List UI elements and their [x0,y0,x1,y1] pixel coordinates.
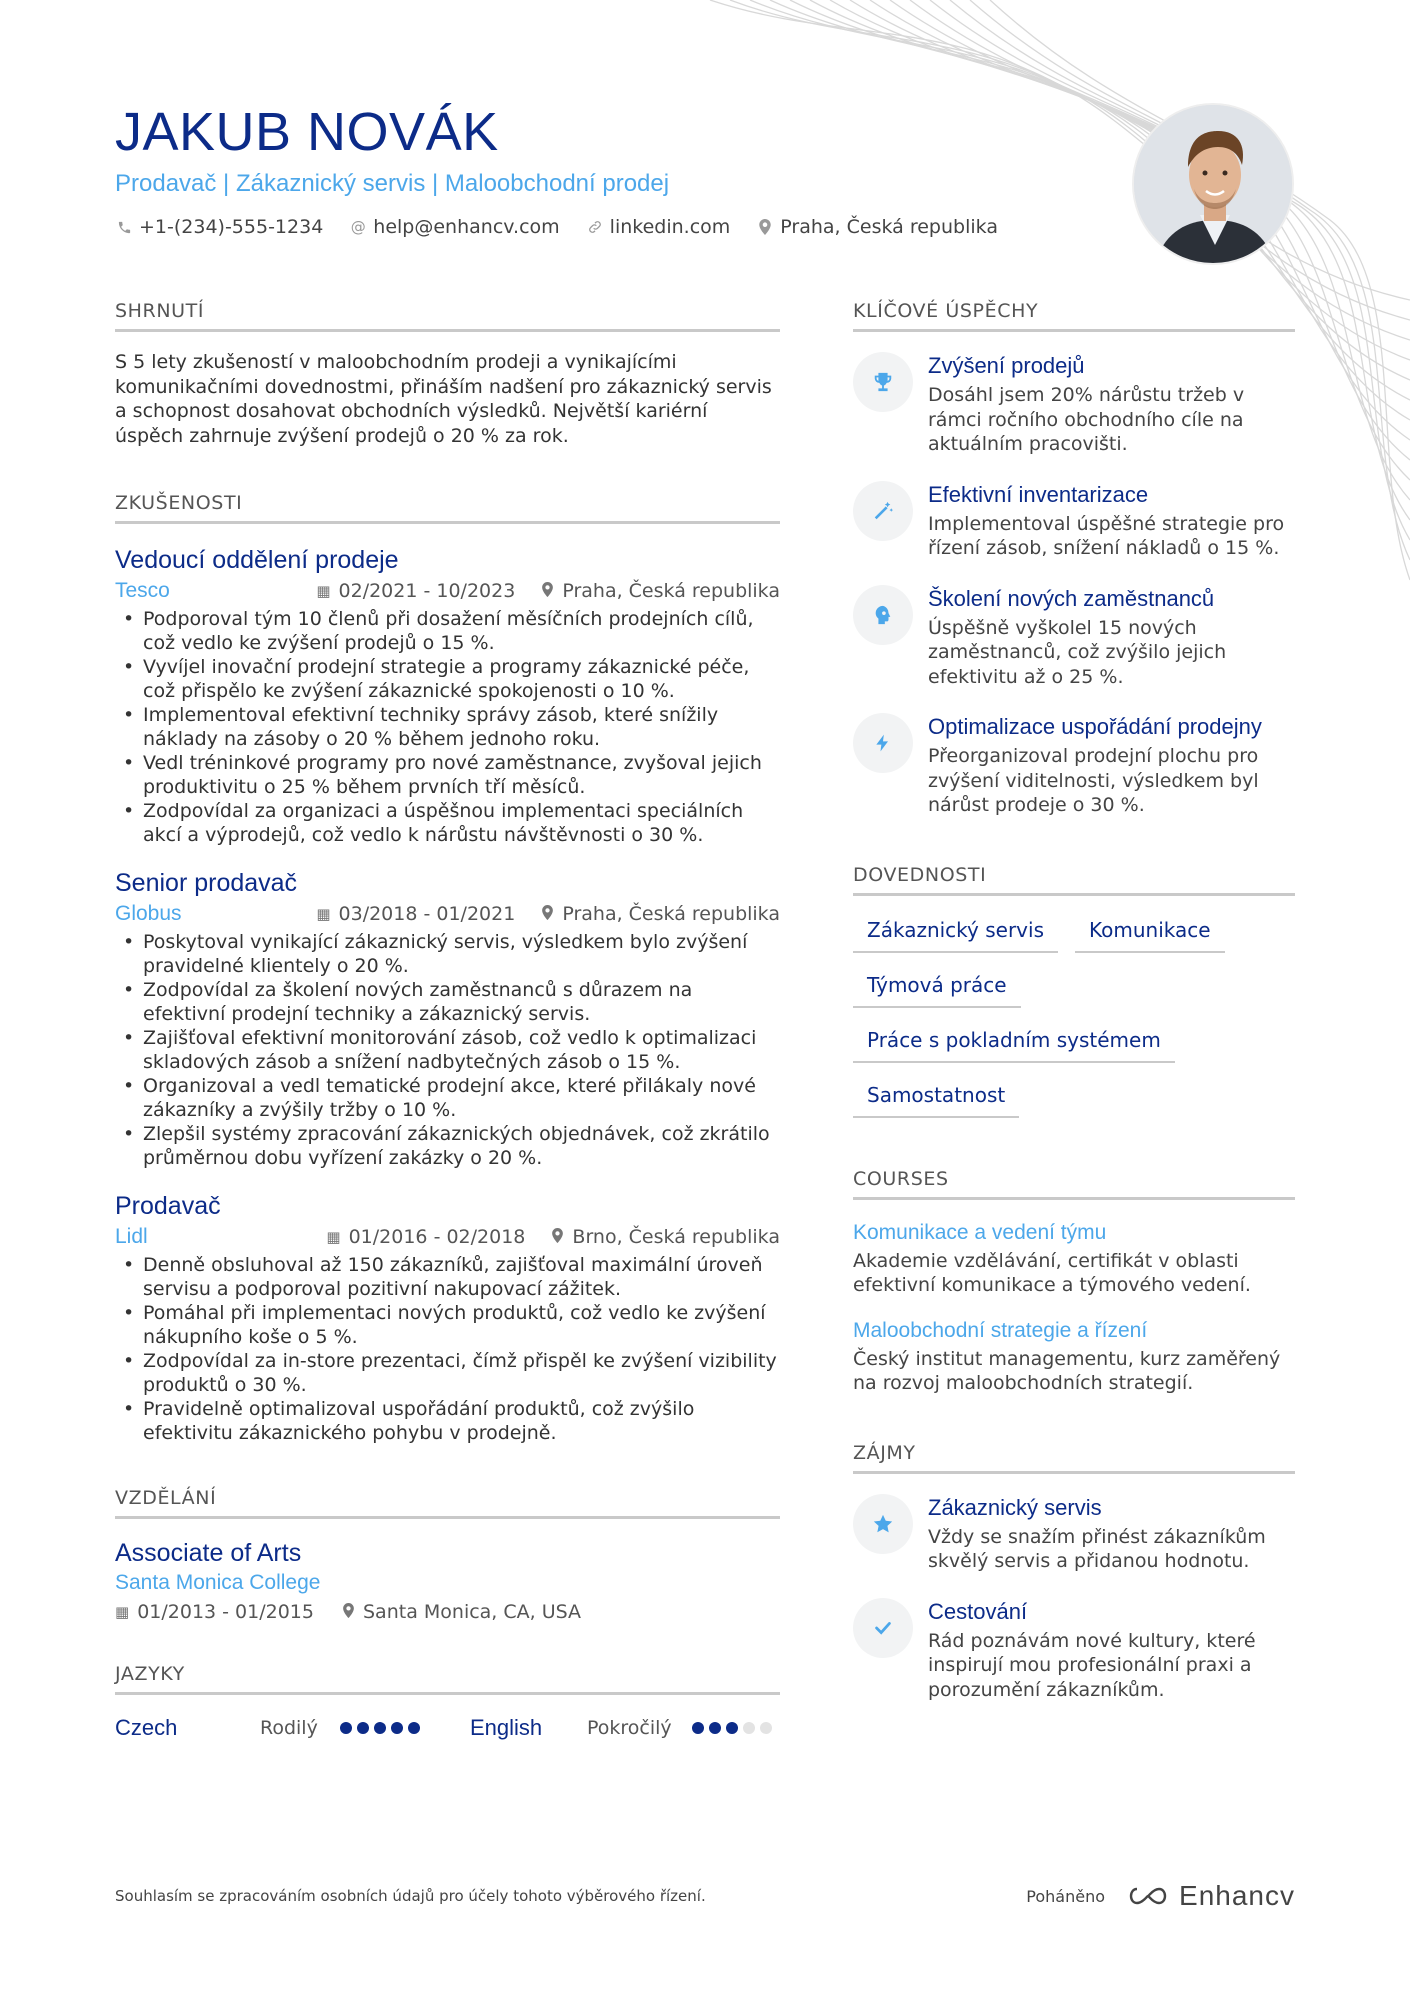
interest-title: Zákaznický servis [928,1494,1102,1520]
experience-item [115,867,780,1170]
languages-heading: JAZYKY [115,1663,780,1695]
job-location: Praha, Česká republika [562,580,780,602]
profile-photo [1132,103,1294,265]
job-location: Brno, Česká republika [572,1226,780,1248]
rating-dot [374,1722,386,1734]
calendar-icon: ▦ [115,1603,130,1621]
language-name: English [470,1715,543,1740]
location-pin-icon [756,219,774,235]
phone-text: +1-(234)-555-1234 [139,216,324,238]
skill-tag: Samostatnost [853,1077,1019,1118]
interests-heading: ZÁJMY [853,1442,1295,1474]
skill-tag: Komunikace [1075,912,1225,953]
at-icon: @ [350,218,366,236]
job-bullets [115,1253,780,1445]
powered-label: Poháněno [1026,1886,1106,1906]
interest-item [853,1494,1295,1574]
enhancv-logo[interactable] [1125,1880,1295,1912]
footer [115,1880,1295,1912]
email-text: help@enhancv.com [373,216,560,238]
rating-dot [408,1722,420,1734]
calendar-icon: ▦ [326,1228,341,1246]
degree-title: Associate of Arts [115,1539,302,1567]
achievement-text: Úspěšně vyškolel 15 nových zaměstnanců, což zvýšilo jejich efektivitu až o 25 %. [928,616,1227,688]
trophy-icon [853,352,913,412]
rating-dot [692,1722,704,1734]
location-text: Praha, Česká republika [780,216,998,238]
language-item [470,1715,780,1741]
interest-text: Rád poznávám nové kultury, které inspirují mou profesionální praxi a porozumění zákazníkům. [928,1629,1256,1701]
calendar-icon: ▦ [316,582,331,600]
experience-section [115,492,780,1445]
rating-dot [726,1722,738,1734]
header [115,100,1115,238]
contact-location [756,216,998,238]
achievement-title: Optimalizace uspořádání prodejny [928,714,1262,739]
star-icon [853,1494,913,1554]
candidate-name: JAKUB NOVÁK [115,102,499,162]
rating-dot [340,1722,352,1734]
candidate-subtitle: Prodavač | Zákaznický servis | Maloobchodní prodej [115,170,670,197]
contact-email[interactable] [349,216,559,238]
education-dates: 01/2013 - 01/2015 [137,1601,314,1623]
course-text: Akademie vzdělávání, certifikát v oblasti efektivní komunikace a týmového vedení. [853,1249,1251,1296]
interest-title: Cestování [928,1598,1028,1624]
achievement-title: Školení nových zaměstnanců [928,585,1215,611]
brand-name: Enhancv [1179,1880,1295,1911]
phone-icon [115,220,133,235]
achievement-item [853,713,1295,818]
left-column [115,300,780,1741]
job-dates: 03/2018 - 01/2021 [338,903,516,925]
bullet-item: • Denně obsluhoval až 150 zákazníků, zajišťoval maximální úroveň servisu a podporoval pozitivní nakupovací zážitek. [115,1253,780,1301]
powered-by [1026,1880,1295,1912]
skill-tag: Týmová práce [853,967,1021,1008]
bullet-item: • Implementoval efektivní techniky správy zásob, které snížily náklady na zásoby o 20 % během jednoho roku. [115,703,780,751]
bullet-item: • Zodpovídal za školení nových zaměstnanců s důrazem na efektivní prodejní techniky a zákaznický servis. [115,978,780,1026]
consent-note: Souhlasím se zpracováním osobních údajů pro účely tohoto výběrového řízení. [115,1887,706,1905]
interests-section [853,1442,1295,1703]
skills-heading: DOVEDNOSTI [853,864,1295,896]
infinity-icon [1125,1883,1171,1909]
bullet-item: • Zajišťoval efektivní monitorování zásob, což vedlo k optimalizaci skladových zásob a snížení nadbytečných zásob o 15 %. [115,1026,780,1074]
linkedin-text: linkedin.com [609,216,731,238]
bullet-item: • Poskytoval vynikající zákaznický servis, výsledkem bylo zvýšení pravidelné klientely o 20 %. [115,930,780,978]
bullet-item: • Pomáhal při implementaci nových produktů, což vedlo ke zvýšení nákupního koše o 5 %. [115,1301,780,1349]
rating-dot [391,1722,403,1734]
job-title: Vedoucí oddělení prodeje [115,546,399,574]
experience-item [115,544,780,847]
bullet-item: • Vedl tréninkové programy pro nové zaměstnance, zvyšoval jejich produktivitu o 25 % během prvních tří měsíců. [115,751,780,799]
skills-section [853,864,1295,1118]
job-title: Prodavač [115,1192,221,1220]
achievement-text: Implementoval úspěšné strategie pro řízení zásob, snížení nákladů o 15 %. [928,512,1285,559]
company-name: Lidl [115,1225,148,1248]
link-icon [586,219,604,235]
rating-dot [709,1722,721,1734]
skill-tag: Práce s pokladním systémem [853,1022,1175,1063]
interest-item [853,1598,1295,1703]
rating-dot [760,1722,772,1734]
bullet-item: • Zodpovídal za in-store prezentaci, čímž přispěl ke zvýšení vizibility produktů o 30 %. [115,1349,780,1397]
language-level: Rodilý [260,1717,318,1739]
courses-section [853,1168,1295,1396]
head-icon [853,585,913,645]
contact-phone[interactable] [115,216,323,238]
location-pin-icon [342,1603,355,1622]
courses-heading: COURSES [853,1168,1295,1200]
calendar-icon: ▦ [316,905,331,923]
company-name: Tesco [115,579,170,602]
achievement-title: Zvýšení prodejů [928,353,1085,378]
achievement-item [853,585,1295,690]
location-pin-icon [551,1228,564,1247]
bullet-item: • Pravidelně optimalizoval uspořádání produktů, což zvýšilo efektivitu zákaznického pohybu v prodejně. [115,1397,780,1445]
achievement-text: Přeorganizoval prodejní plochu pro zvýšení viditelnosti, výsledkem byl nárůst prodeje o 30 %. [928,745,1259,816]
languages-section [115,1663,780,1741]
rating-dot [357,1722,369,1734]
rating-dot [743,1722,755,1734]
right-column [853,300,1295,1702]
language-rating [692,1722,772,1734]
bullet-item: • Organizoval a vedl tematické prodejní akce, které přilákaly nové zákazníky a zvýšily tržby o 10 %. [115,1074,780,1122]
bullet-item: • Zlepšil systémy zpracování zákaznických objednávek, což zkrátilo průměrnou dobu vyřízení zakázky o 20 %. [115,1122,780,1170]
job-dates: 01/2016 - 02/2018 [348,1226,526,1248]
job-bullets [115,607,780,847]
location-pin-icon [541,905,554,924]
job-bullets [115,930,780,1170]
language-item [115,1715,470,1741]
lightning-icon [853,713,913,773]
course-item [853,1318,1295,1396]
bullet-item: • Podporoval tým 10 členů při dosažení měsíčních prodejních cílů, což vedlo ke zvýšení prodejů o 15 %. [115,607,780,655]
language-level: Pokročilý [587,1717,672,1739]
achievement-text: Dosáhl jsem 20% nárůstu tržeb v rámci ročního obchodního cíle na aktuálním pracovišti. [928,384,1245,455]
experience-item [115,1190,780,1445]
check-icon [853,1598,913,1658]
language-rating [340,1722,420,1734]
achievement-item [853,352,1295,457]
language-name: Czech [115,1715,178,1740]
experience-heading: ZKUŠENOSTI [115,492,780,524]
achievements-section [853,300,1295,818]
achievement-item [853,481,1295,561]
skill-tag: Zákaznický servis [853,912,1058,953]
course-text: Český institut managementu, kurz zaměřený na rozvoj maloobchodních strategií. [853,1347,1281,1394]
job-location: Praha, Česká republika [562,903,780,925]
course-title: Maloobchodní strategie a řízení [853,1318,1148,1342]
job-dates: 02/2021 - 10/2023 [338,580,516,602]
school-name: Santa Monica College [115,1571,321,1594]
summary-heading: SHRNUTÍ [115,300,780,332]
interest-text: Vždy se snažím přinést zákazníkům skvělý servis a přidanou hodnotu. [928,1525,1266,1572]
education-section [115,1487,780,1623]
education-location: Santa Monica, CA, USA [363,1601,582,1623]
course-title: Komunikace a vedení týmu [853,1220,1107,1244]
education-heading: VZDĚLÁNÍ [115,1487,780,1519]
achievements-heading: KLÍČOVÉ ÚSPĚCHY [853,300,1295,332]
contact-linkedin[interactable] [586,216,731,238]
magic-wand-icon [853,481,913,541]
bullet-item: • Zodpovídal za organizaci a úspěšnou implementaci speciálních akcí a výprodejů, což vedlo k nárůstu návštěvnosti o 30 %. [115,799,780,847]
summary-section [115,300,780,448]
location-pin-icon [541,582,554,601]
company-name: Globus [115,902,182,925]
summary-text: S 5 lety zkušeností v maloobchodním prodeji a vynikajícími komunikačními dovednostmi, přináším nadšení pro zákaznický servis a schopnost dosahovat obchodních výsledků. Největší kariérní úspěch zahrnuje zvýšení prodejů o 20 % za rok. [115,351,772,447]
job-title: Senior prodavač [115,869,298,897]
course-item [853,1220,1295,1298]
bullet-item: • Vyvíjel inovační prodejní strategie a programy zákaznické péče, což přispělo ke zvýšení zákaznické spokojenosti o 10 %. [115,655,780,703]
contact-bar [115,216,1115,238]
achievement-title: Efektivní inventarizace [928,481,1149,507]
